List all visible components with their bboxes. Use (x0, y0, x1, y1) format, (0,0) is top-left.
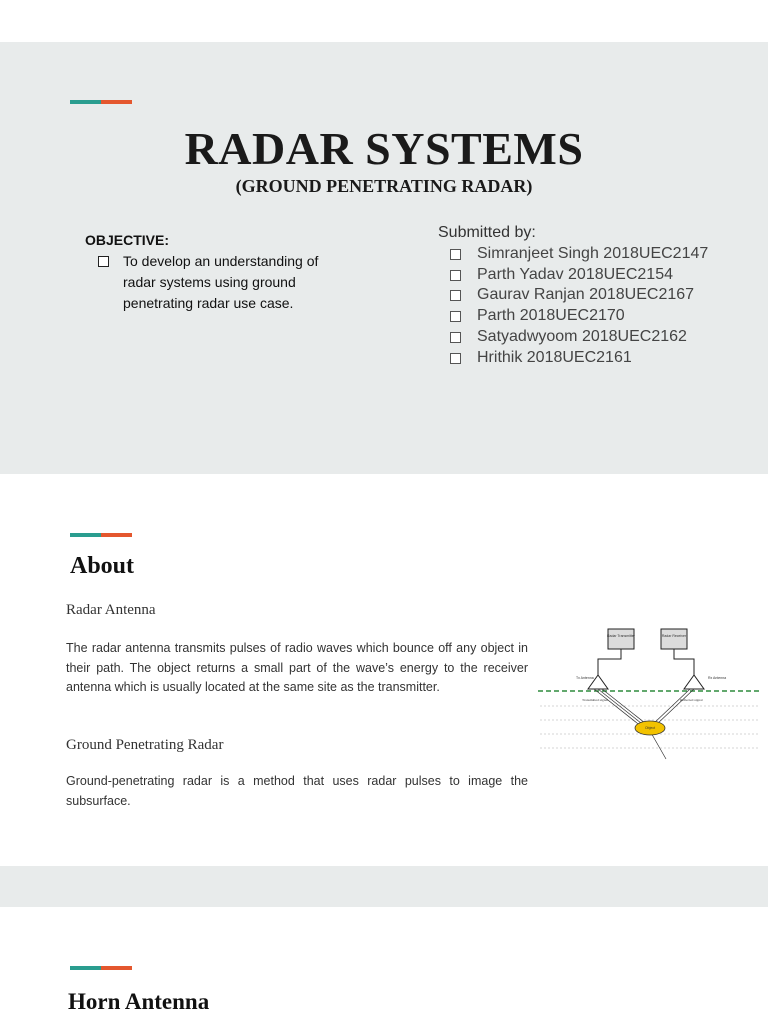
objective-list (98, 251, 338, 314)
checkbox-bullet-icon (450, 290, 461, 301)
transmitted-signal-label: Transmitted signal (582, 698, 609, 702)
accent-bar (70, 533, 132, 537)
horn-antenna-slide (0, 907, 768, 1024)
transmitter-label: Radar Transmitter (606, 634, 636, 638)
title-slide (0, 42, 768, 474)
slide-subtitle: (GROUND PENETRATING RADAR) (235, 176, 533, 196)
checkbox-bullet-icon (98, 256, 109, 267)
radar-antenna-text: The radar antenna transmits pulses of radio waves which bounce off any object in their path. The object returns a small part of the wave’s energy to the receiver antenna which is usually located at the same site as the transmitter. (66, 641, 528, 694)
list-item: Gaurav Ranjan 2018UEC2167 (450, 285, 708, 306)
checkbox-bullet-icon (450, 311, 461, 322)
object-label: Object (644, 726, 656, 730)
rx-antenna-label: Rx Antenna (708, 676, 727, 680)
list-item: Hrithik 2018UEC2161 (450, 348, 708, 369)
checkbox-bullet-icon (450, 332, 461, 343)
list-item: Satyadwyoom 2018UEC2162 (450, 327, 708, 348)
rx-antenna-icon (684, 675, 704, 689)
list-item: Parth 2018UEC2170 (450, 306, 708, 327)
receiver-box (661, 629, 687, 649)
transmitter-box (608, 629, 634, 649)
gpr-text: Ground-penetrating radar is a method that uses radar pulses to image the subsurface. (66, 774, 528, 808)
list-item: Simranjeet Singh 2018UEC2147 (450, 244, 708, 265)
about-slide (0, 474, 768, 866)
radar-antenna-heading: Radar Antenna (66, 602, 156, 618)
accent-bar (70, 100, 132, 104)
submitted-heading: Submitted by: (438, 224, 536, 241)
gpr-heading: Ground Penetrating Radar (66, 737, 224, 753)
slide-separator (0, 866, 768, 907)
receiver-label: Radar Receiver (661, 634, 687, 638)
about-heading: About (70, 553, 135, 579)
objective-item: To develop an understanding of radar systems using ground penetrating radar use case. (98, 251, 338, 314)
slide-title: RADAR SYSTEMS (184, 123, 584, 174)
checkbox-bullet-icon (450, 249, 461, 260)
accent-bar (70, 966, 132, 970)
checkbox-bullet-icon (450, 353, 461, 364)
tx-antenna-label: Tx Antenna (576, 676, 594, 680)
tx-cable (598, 649, 621, 675)
submitted-list (450, 244, 708, 368)
gpr-diagram (538, 617, 760, 767)
horn-antenna-heading: Horn Antenna (68, 989, 210, 1014)
objective-heading: OBJECTIVE: (85, 232, 170, 248)
rx-cable (674, 649, 694, 675)
checkbox-bullet-icon (450, 270, 461, 281)
reflected-signal-label: Reflected signal (680, 698, 703, 702)
list-item: Parth Yadav 2018UEC2154 (450, 265, 708, 286)
